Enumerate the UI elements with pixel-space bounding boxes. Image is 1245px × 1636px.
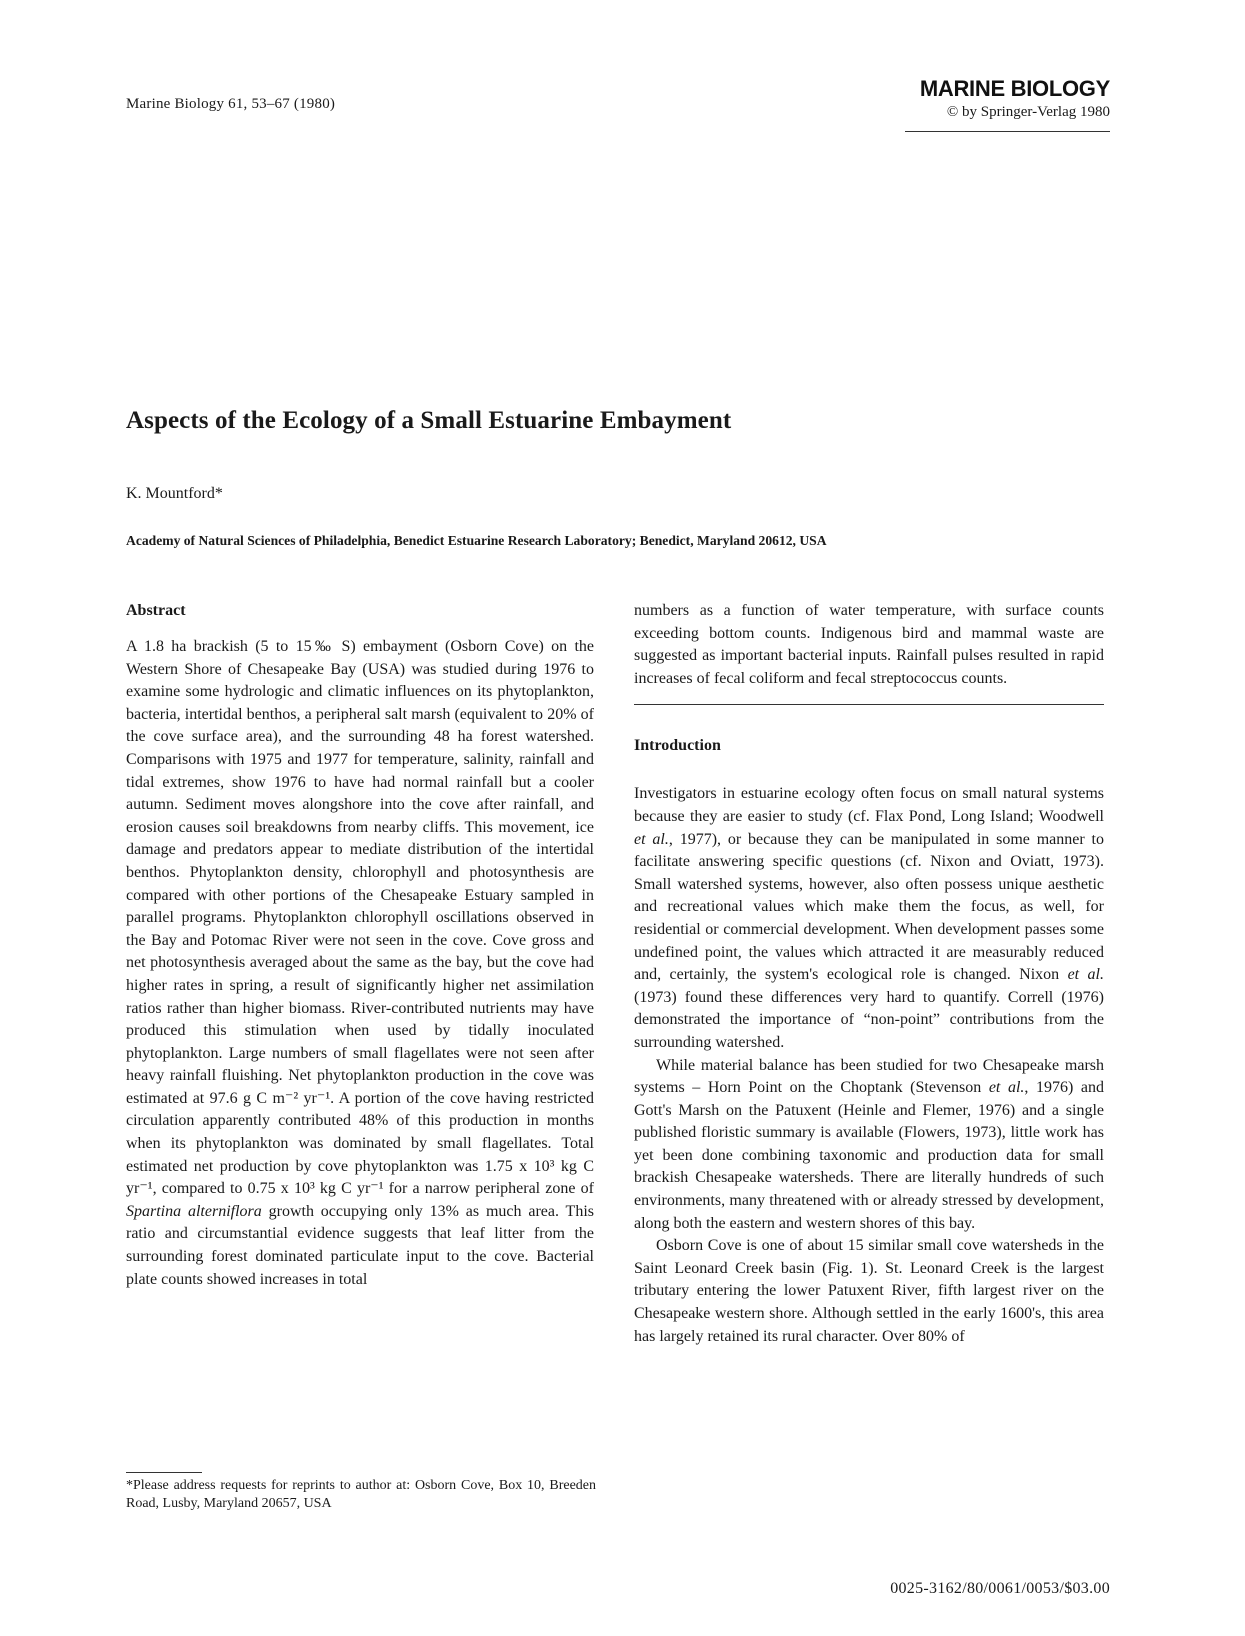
- journal-masthead: [920, 76, 1110, 121]
- left-column: [126, 600, 594, 1291]
- intro-text: (1973) found these differences very hard to quantify. Correll (1976) demonstrated the importance of “non-point” contributions from the surrounding watershed.: [634, 988, 1104, 1051]
- et-al-citation: et al.: [988, 1079, 1025, 1097]
- introduction-heading: Introduction: [634, 737, 721, 755]
- author-affiliation: Academy of Natural Sciences of Philadelphia, Benedict Estuarine Research Laboratory; Benedict, Maryland 20612, USA: [126, 533, 827, 548]
- abstract-text: A 1.8 ha brackish (5 to 15‰ S) embayment (Osborn Cove) on the Western Shore of Chesapeake Bay (USA) was studied during 1976 to examine some hydrologic and climatic influences on its phytoplankton, bacteria, intertidal benthos, a peripheral salt marsh (equivalent to 20% of the cove surface area), and the surrounding 48 ha forest watershed. Comparisons with 1975 and 1977 for temperature, salinity, rainfall and tidal extremes, show 1976 to have had normal rainfall but a cooler autumn. Sediment moves alongshore into the cove after rainfall, and erosion causes soil breakdowns from nearby cliffs. This movement, ice damage and predators appear to mediate distribution of the intertidal benthos. Phytoplankton density, chlorophyll and photosynthesis are compared with other portions of the Chesapeake Estuary sampled in parallel programs. Phytoplankton chlorophyll oscillations observed in the Bay and Potomac River were not seen in the cove. Cove gross and net photosynthesis averaged about the same as the bay, but the cove had higher rates in spring, a result of significantly higher net assimilation ratios rather than higher biomass. River-contributed nutrients may have produced this stimulation when used by tidally inoculated phytoplankton. Large numbers of small flagellates were not seen after heavy rainfall fluishing. Net phytoplankton production in the cove was estimated at 97.6 g C m⁻² yr⁻¹. A portion of the cove having restricted circulation apparently contributed 48% of this production in months when its phytoplankton was dominated by small flagellates. Total estimated net production by cove phytoplankton was 1.75 x 10³ kg C yr⁻¹, compared to 0.75 x 10³ kg C yr⁻¹ for a narrow peripheral zone of: [126, 638, 594, 1198]
- masthead-rule: [905, 131, 1110, 132]
- intro-text: , 1977), or because they can be manipulated in some manner to facilitate answering specific questions (cf. Nixon and Oviatt, 1973). Small watershed systems, however, also often possess unique aesthetic and recreational values which make them the focus, as well, for residential or commercial development. When development passes some undefined point, the values which attracted it are measurably reduced and, certainly, the system's ecological role is changed. Nixon: [634, 830, 1104, 984]
- footnote-rule: [126, 1472, 202, 1473]
- abstract-paragraph: [126, 636, 594, 1291]
- copyright-notice: © by Springer-Verlag 1980: [946, 104, 1110, 120]
- intro-paragraph-2: [634, 1055, 1104, 1236]
- species-name: Spartina alterniflora: [126, 1202, 262, 1220]
- article-title: Aspects of the Ecology of a Small Estuarine Embayment: [126, 407, 732, 434]
- article-code: 0025-3162/80/0061/0053/$03.00: [890, 1580, 1110, 1597]
- intro-text: , 1976) and Gott's Marsh on the Patuxent (Heinle and Flemer, 1976) and a single published floristic summary is available (Flowers, 1973), little work has yet been done combining taxonomic and production data for small brackish Chesapeake watersheds. There are literally hundreds of such environments, many threatened with or already stressed by development, along both the eastern and western shores of this bay.: [634, 1079, 1104, 1232]
- intro-paragraph-1: [634, 783, 1104, 1054]
- author-footnote: *Please address requests for reprints to author at: Osborn Cove, Box 10, Breeden Road, Lusby, Maryland 20657, USA: [126, 1478, 596, 1511]
- abstract-continued: numbers as a function of water temperature, with surface counts exceeding bottom counts. Indigenous bird and mammal waste are suggested as important bacterial inputs. Rainfall pulses resulted in rapid increases of fecal coliform and fecal streptococcus counts.: [634, 602, 1104, 687]
- et-al-citation: et al.: [1067, 966, 1104, 984]
- intro-text: While material balance has been studied for two Chesapeake marsh systems – Horn Point on the Choptank (Stevenson: [634, 1056, 1104, 1097]
- journal-citation: Marine Biology 61, 53–67 (1980): [126, 96, 336, 112]
- intro-paragraph-3: Osborn Cove is one of about 15 similar small cove watersheds in the Saint Leonard Creek basin (Fig. 1). St. Leonard Creek is the largest tributary entering the lower Patuxent River, fifth largest river on the Chesapeake western shore. Although settled in the early 1600's, this area has largely retained its rural character. Over 80% of: [634, 1237, 1104, 1345]
- abstract-end-rule: [634, 704, 1104, 705]
- abstract-text-end: growth occupying only 13% as much area. This ratio and circumstantial evidence suggests that leaf litter from the surrounding forest dominated particulate input to the cove. Bacterial plate counts showed increases in total: [126, 1202, 595, 1288]
- journal-name: MARINE BIOLOGY: [919, 76, 1110, 101]
- intro-text: Investigators in estuarine ecology often focus on small natural systems because they are easier to study (cf. Flax Pond, Long Island; Woodwell: [634, 785, 1104, 825]
- et-al-citation: et al.: [634, 830, 669, 848]
- abstract-heading: Abstract: [126, 602, 186, 619]
- article-author: K. Mountford*: [126, 485, 223, 502]
- right-column: [634, 600, 1104, 1348]
